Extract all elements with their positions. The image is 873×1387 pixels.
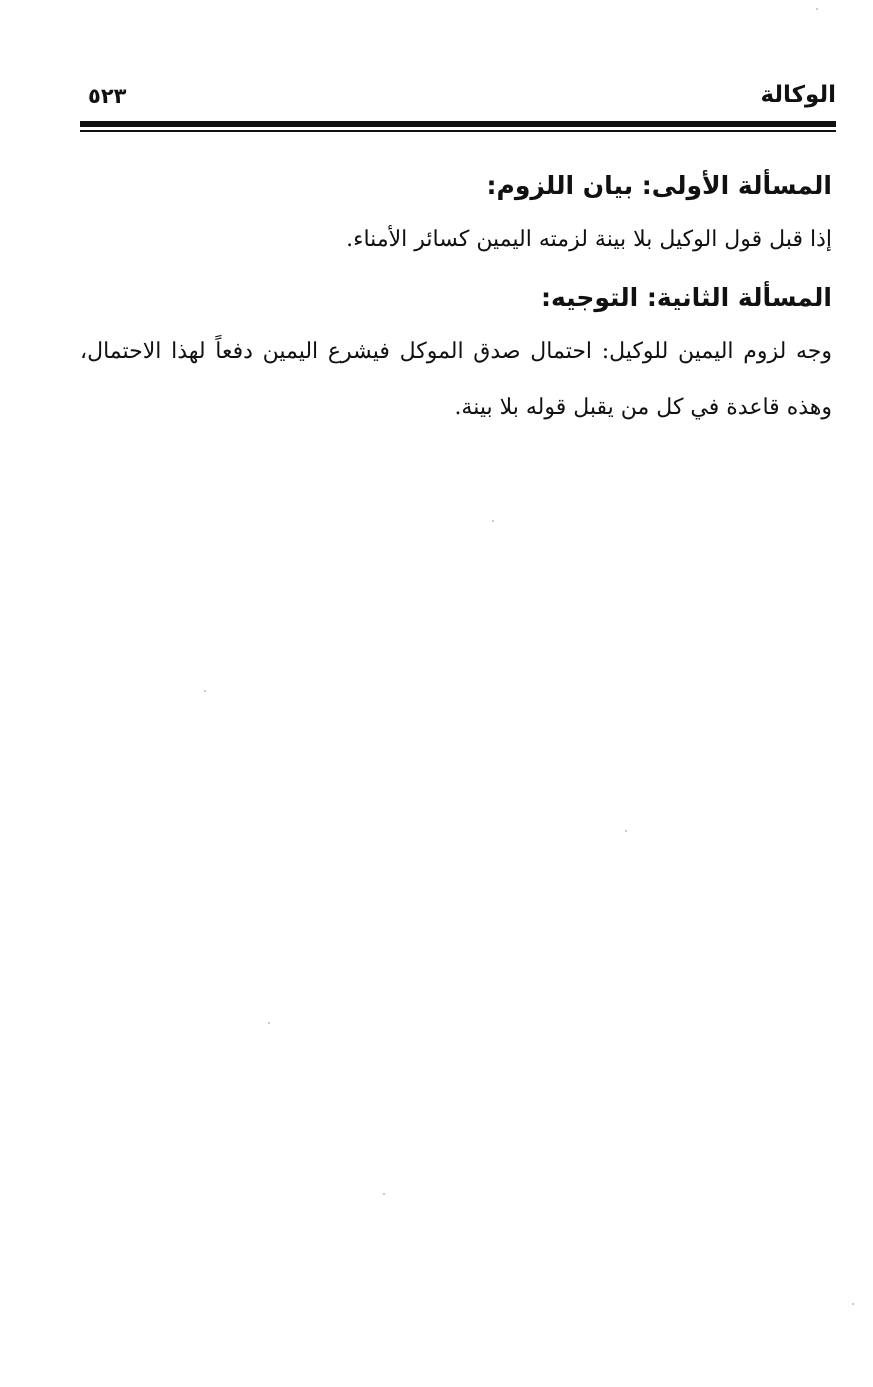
page-number: ٥٢٣: [88, 84, 127, 108]
scan-speck: [625, 830, 627, 832]
scan-speck: [492, 520, 494, 522]
paragraph-1: إذا قبل قول الوكيل بلا بينة لزمته اليمين كسائر الأمناء.: [346, 227, 832, 252]
scan-speck: [204, 690, 206, 692]
scan-speck: [383, 1193, 385, 1195]
header-rule-thin: [80, 130, 836, 132]
header-rule-thick: [80, 121, 836, 127]
section-heading-2: المسألة الثانية: التوجيه:: [540, 283, 832, 312]
page-header: [80, 80, 836, 118]
paragraph-2: وجه لزوم اليمين للوكيل: احتمال صدق الموكل فيشرع اليمين دفعاً لهذا الاحتمال، وهذه قاعدة في كل من يقبل قوله بلا بينة.: [80, 339, 832, 420]
page-body: [80, 160, 832, 436]
section-heading-1: المسألة الأولى: بيان اللزوم:: [486, 171, 832, 200]
scan-speck: [816, 8, 818, 10]
scan-speck: [268, 1022, 270, 1024]
running-title: الوكالة: [760, 82, 836, 108]
scan-speck: [852, 1303, 854, 1305]
